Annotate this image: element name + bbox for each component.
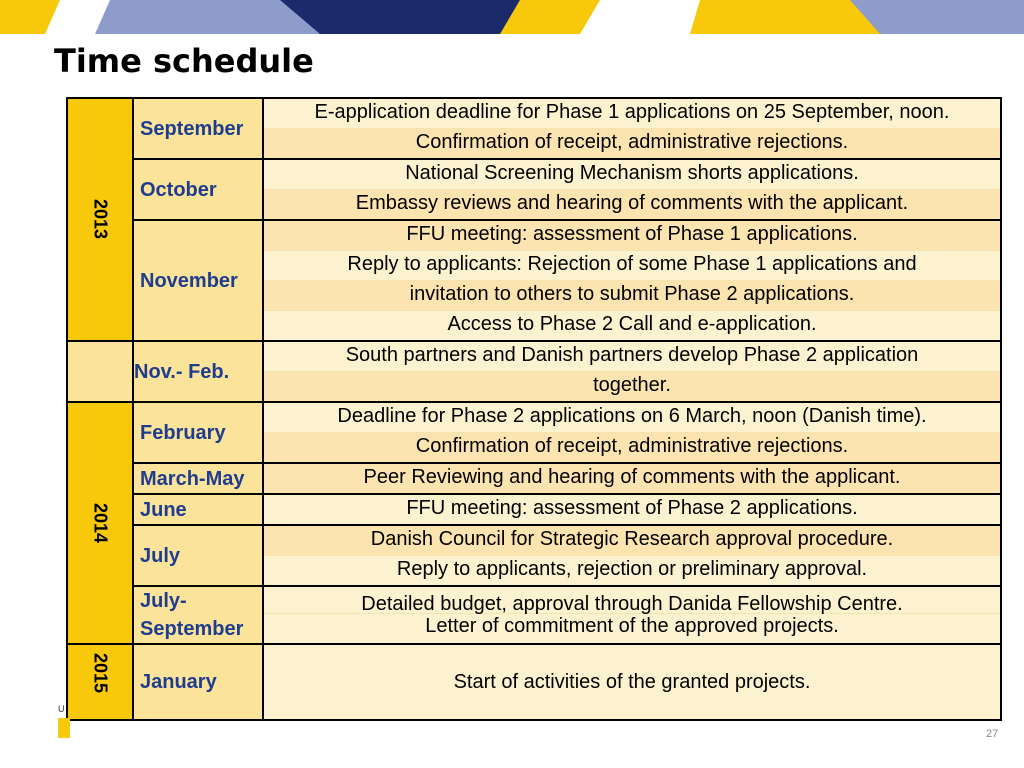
activity-line: FFU meeting: assessment of Phase 2 applications. — [406, 497, 858, 519]
month-label: Nov.- Feb. — [134, 360, 230, 383]
activity-line: Danish Council for Strategic Research approval procedure. — [264, 526, 1000, 556]
month-cell-nov-feb — [133, 341, 263, 402]
month-cell-october — [133, 159, 263, 220]
activity-cell-october — [263, 159, 1001, 220]
month-cell-march-may — [133, 463, 263, 494]
month-label: March-May — [140, 467, 245, 490]
activity-line: invitation to others to submit Phase 2 applications. — [264, 281, 1000, 311]
schedule-row-nov-feb — [67, 341, 1001, 402]
activity-line: South partners and Danish partners develop Phase 2 application — [264, 342, 1000, 372]
activity-line: Start of activities of the granted projects. — [453, 671, 811, 693]
year-label-2013: 2013 — [90, 199, 111, 240]
year-cell-2014 — [67, 402, 133, 644]
footer-logo-text: U — [58, 704, 65, 714]
activity-line: National Screening Mechanism shorts applications. — [264, 160, 1000, 190]
schedule-row-october — [67, 159, 1001, 220]
activity-cell-march-may — [263, 463, 1001, 494]
month-label: June — [140, 498, 187, 521]
activity-cell-nov-feb — [263, 341, 1001, 402]
activity-cell-february — [263, 402, 1001, 463]
month-label: July — [140, 544, 181, 567]
header-banner — [0, 0, 1024, 34]
activity-line: together. — [264, 372, 1000, 401]
month-cell-january — [133, 644, 263, 720]
month-cell-november — [133, 220, 263, 341]
schedule-row-june — [67, 494, 1001, 525]
schedule-row-january — [67, 644, 1001, 720]
month-label-line2: September — [140, 618, 244, 640]
activity-line: E-application deadline for Phase 1 applications on 25 September, noon. — [264, 99, 1000, 129]
activity-line: Confirmation of receipt, administrative rejections. — [264, 129, 1000, 158]
schedule-row-march-may — [67, 463, 1001, 494]
schedule-row-february — [67, 402, 1001, 463]
activity-line: Confirmation of receipt, administrative rejections. — [264, 433, 1000, 462]
year-cell-2013 — [67, 98, 133, 341]
year-cell-empty — [67, 341, 133, 402]
month-cell-june — [133, 494, 263, 525]
activity-cell-november — [263, 220, 1001, 341]
activity-cell-september — [263, 98, 1001, 159]
month-label: October — [140, 178, 217, 201]
activity-line: Access to Phase 2 Call and e-application. — [447, 313, 817, 335]
footer-accent-bar — [58, 718, 70, 738]
schedule-table — [66, 97, 1002, 721]
page-title: Time schedule — [54, 42, 314, 80]
banner-graphic — [0, 0, 1024, 34]
month-label-line1: July- — [140, 590, 187, 612]
month-cell-september — [133, 98, 263, 159]
activity-line: Reply to applicants, rejection or preliminary approval. — [396, 558, 868, 580]
activity-cell-june — [263, 494, 1001, 525]
year-cell-2015 — [67, 644, 133, 720]
year-label-2014: 2014 — [90, 503, 111, 544]
schedule-row-july-september — [67, 586, 1001, 644]
activity-cell-january — [263, 644, 1001, 720]
activity-cell-july-september — [263, 586, 1001, 644]
year-label-2015: 2015 — [90, 653, 111, 694]
month-cell-july-september — [133, 586, 263, 644]
activity-line: FFU meeting: assessment of Phase 1 applications. — [264, 221, 1000, 251]
activity-line: Detailed budget, approval through Danida Fellowship Centre. — [264, 587, 1000, 614]
month-label: November — [140, 269, 238, 292]
activity-line: Deadline for Phase 2 applications on 6 March, noon (Danish time). — [264, 403, 1000, 433]
schedule-row-september — [67, 98, 1001, 159]
activity-line: Reply to applicants: Rejection of some Phase 1 applications and — [264, 251, 1000, 281]
activity-cell-july — [263, 525, 1001, 586]
month-cell-february — [133, 402, 263, 463]
schedule-row-july — [67, 525, 1001, 586]
activity-line: Embassy reviews and hearing of comments with the applicant. — [264, 190, 1000, 219]
month-label: February — [140, 421, 226, 444]
month-label: January — [140, 671, 217, 693]
month-label: September — [140, 117, 244, 140]
activity-line: Peer Reviewing and hearing of comments with the applicant. — [264, 464, 1000, 493]
schedule-row-november — [67, 220, 1001, 341]
activity-line: Letter of commitment of the approved projects. — [425, 615, 839, 637]
page-number: 27 — [986, 728, 999, 740]
month-cell-july — [133, 525, 263, 586]
